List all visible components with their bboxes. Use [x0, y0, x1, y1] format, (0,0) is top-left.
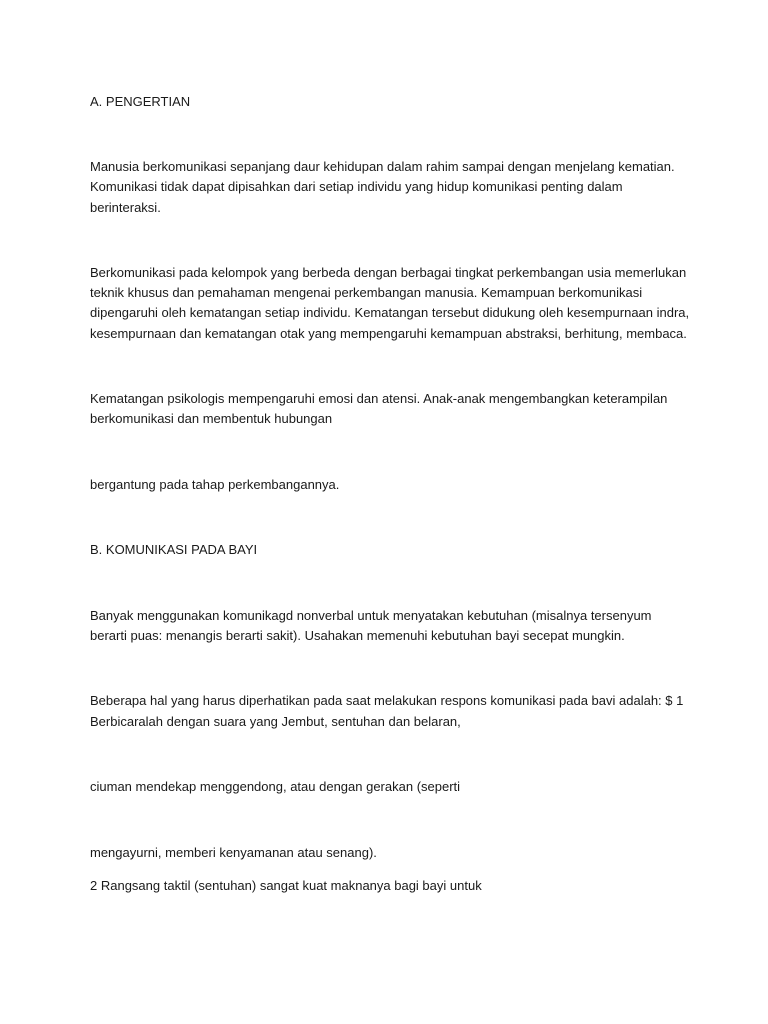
paragraph-line: teknik khusus dan pemahaman mengenai perkembangan manusia. Kemampuan berkomunikasi [90, 285, 643, 300]
paragraph-line: Banyak menggunakan komunikagd nonverbal untuk menyatakan kebutuhan (misalnya tersenyum [90, 608, 652, 623]
paragraph-line: dipengaruhi oleh kematangan setiap individu. Kematangan tersebut didukung oleh kesempurnaan indra, [90, 305, 690, 320]
paragraph-line: berkomunikasi dan membentuk hubungan [90, 411, 333, 426]
paragraph-line: Manusia berkomunikasi sepanjang daur kehidupan dalam rahim sampai dengan menjelang kematian. [90, 159, 675, 174]
paragraph-line: berinteraksi. [90, 200, 161, 215]
paragraph-line: Beberapa hal yang harus diperhatikan pada saat melakukan respons komunikasi pada bavi adalah: $ 1 [90, 693, 684, 708]
paragraph-line: Berbicaralah dengan suara yang Jembut, sentuhan dan belaran, [90, 714, 461, 729]
paragraph-line: ciuman mendekap menggendong, atau dengan gerakan (seperti [90, 779, 461, 794]
heading-pengertian: A. PENGERTIAN [90, 94, 191, 109]
heading-komunikasi-pada-bayi: B. KOMUNIKASI PADA BAYI [90, 542, 258, 557]
paragraph-line: Berkomunikasi pada kelompok yang berbeda dengan berbagai tingkat perkembangan usia memerlukan [90, 265, 687, 280]
paragraph-line: bergantung pada tahap perkembangannya. [90, 477, 340, 492]
paragraph-line: berarti puas: menangis berarti sakit). Usahakan memenuhi kebutuhan bayi secepat mungkin. [90, 628, 625, 643]
paragraph-line: mengayurni, memberi kenyamanan atau senang). [90, 845, 377, 860]
paragraph-line: kesempurnaan dan kematangan otak yang mempengaruhi kemampuan abstraksi, berhitung, membaca. [90, 326, 687, 341]
paragraph-line: 2 Rangsang taktil (sentuhan) sangat kuat maknanya bagi bayi untuk [90, 878, 482, 893]
paragraph-line: Kematangan psikologis mempengaruhi emosi dan atensi. Anak-anak mengembangkan keterampilan [90, 391, 668, 406]
paragraph-line: Komunikasi tidak dapat dipisahkan dari setiap individu yang hidup komunikasi penting dalam [90, 179, 623, 194]
